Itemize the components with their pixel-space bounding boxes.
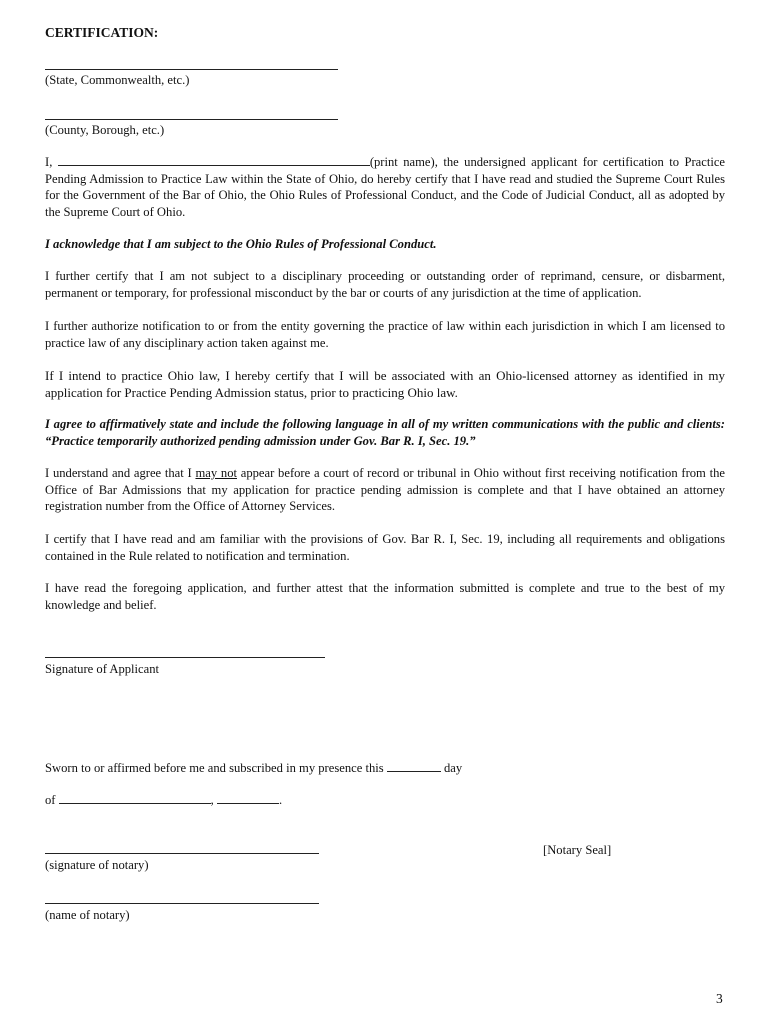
sworn-date-line (45, 792, 282, 809)
state-label: (State, Commonwealth, etc.) (45, 73, 190, 87)
sworn-statement (45, 760, 462, 777)
notary-name-line[interactable] (45, 903, 319, 904)
disciplinary-paragraph: I further certify that I am not subject to a disciplinary proceeding or outstanding order of reprimand, censure, or disbarment, permanent or temporary, for professional misconduct by the bar or courts of any jurisdiction at the time of application. (45, 269, 725, 300)
county-label: (County, Borough, etc.) (45, 123, 165, 137)
applicant-signature-label: Signature of Applicant (45, 662, 160, 676)
sworn-text: Sworn to or affirmed before me and subscribed in my presence this (45, 761, 384, 775)
may-not-underlined: may not (195, 466, 237, 480)
para5-part-b: appear before a court of record or tribunal in Ohio without first receiving notification from the Office of Bar Admissions that my application for practice pending admission is complete and that I have obtained an attorney registration number from the Office of Attorney Services. (45, 466, 725, 513)
certification-paragraph (45, 154, 725, 220)
print-name-field[interactable] (58, 154, 370, 166)
ohio-attorney-paragraph: If I intend to practice Ohio law, I hereby certify that I will be associated with an Ohio-licensed attorney as identified in my application for Practice Pending Admission status, prior to practicing Ohio law. (45, 368, 725, 400)
of-label: of (45, 793, 56, 807)
county-signature-line[interactable] (45, 119, 338, 120)
notification-paragraph: I further authorize notification to or from the entity governing the practice of law within each jurisdiction in which I am licensed to practice law of any disciplinary action taken against me. (45, 319, 725, 350)
page-number: 3 (716, 991, 723, 1006)
sworn-day-label: day (443, 761, 463, 775)
para5-part-a: I understand and agree that I (45, 466, 192, 480)
date-comma: , (210, 793, 214, 807)
date-period: . (278, 793, 283, 807)
notary-signature-label: (signature of notary) (45, 858, 149, 872)
notary-signature-line[interactable] (45, 853, 319, 854)
agree-statement: I agree to affirmatively state and include the following language in all of my written communications with the public and clients: “Practice temporarily authorized pending admission under Gov. Bar R. I, Sec. 19.” (45, 417, 725, 448)
notary-seal-label: [Notary Seal] (543, 843, 612, 857)
acknowledge-statement: I acknowledge that I am subject to the Ohio Rules of Professional Conduct. (45, 237, 437, 251)
sworn-year-field[interactable] (217, 792, 279, 804)
attest-paragraph: I have read the foregoing application, and further attest that the information submitted is complete and true to the best of my knowledge and belief. (45, 581, 725, 612)
notary-name-label: (name of notary) (45, 908, 130, 922)
sworn-day-field[interactable] (387, 760, 441, 772)
para1-start: I, (45, 155, 53, 169)
para1-rest: (print name), the undersigned applicant for certification to Practice Pending Admission to Practice Law within the State of Ohio, do hereby certify that I have read and studied the Supreme Court Rules for the Government of the Bar of Ohio, the Ohio Rules of Professional Conduct, and the Code of Judicial Conduct, all as adopted by the Supreme Court of Ohio. (45, 155, 726, 219)
applicant-signature-line[interactable] (45, 657, 325, 658)
page-title: CERTIFICATION: (45, 25, 159, 40)
familiar-paragraph: I certify that I have read and am familiar with the provisions of Gov. Bar R. I, Sec. 19, including all requirements and obligations contained in the Rule related to notification and termination. (45, 532, 725, 563)
sworn-month-field[interactable] (59, 792, 211, 804)
state-signature-line[interactable] (45, 69, 338, 70)
understand-paragraph (45, 465, 725, 515)
